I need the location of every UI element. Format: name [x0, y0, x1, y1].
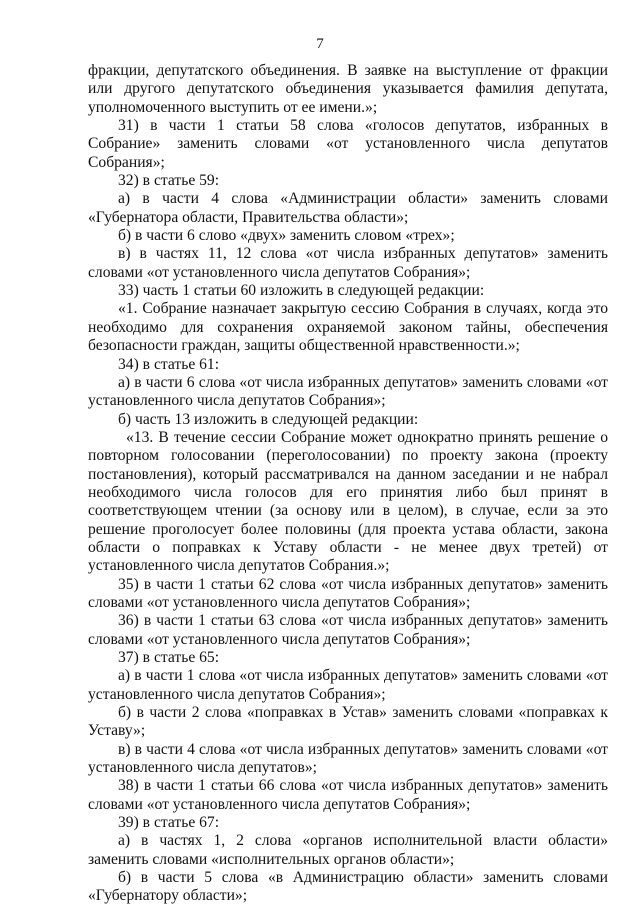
paragraph: 33) часть 1 статьи 60 изложить в следующей редакции: [118, 282, 485, 300]
paragraph: а) в части 4 слова «Администрации области» заменить словами «Губернатора области, Правительства области»; [88, 190, 608, 226]
paragraph: 38) в части 1 статьи 66 слова «от числа избранных депутатов» заменить словами «от установленного числа депутатов Собрания»; [88, 777, 608, 813]
paragraph: 36) в части 1 статьи 63 слова «от числа избранных депутатов» заменить словами «от установленного числа депутатов Собрания»; [88, 612, 608, 648]
paragraph: 35) в части 1 статьи 62 слова «от числа избранных депутатов» заменить словами «от установленного числа депутатов Собрания»; [88, 575, 608, 611]
paragraph: б) в части 2 слова «поправках в Устав» заменить словами «поправках к Уставу»; [88, 704, 608, 740]
paragraph: б) часть 13 изложить в следующей редакции: [118, 410, 419, 428]
page-number: 7 [316, 36, 324, 52]
paragraph: а) в части 1 слова «от числа избранных депутатов» заменить словами «от установленного числа депутатов Собрания»; [88, 667, 608, 703]
paragraph: а) в части 6 слова «от числа избранных депутатов» заменить словами «от установленного числа депутатов Собрания»; [88, 373, 608, 410]
paragraph: а) в частях 1, 2 слова «органов исполнительной власти области» заменить словами «исполнительных органов области»; [88, 832, 608, 868]
paragraph: фракции, депутатского объединения. В заявке на выступление от фракции или другого депутатского объединения указывается фамилия депутата, уполномоченного выступить от ее имени.»; [88, 62, 608, 116]
paragraph: б) в части 6 слово «двух» заменить словом «трех»; [118, 227, 455, 245]
paragraph: б) в части 5 слова «в Администрацию области» заменить словами «Губернатору области»; [88, 869, 608, 905]
paragraph: 32) в статье 59: [118, 172, 220, 190]
paragraph: 39) в статье 67: [118, 814, 220, 832]
document-body [88, 62, 608, 906]
paragraph: «1. Собрание назначает закрытую сессию Собрания в случаях, когда это необходимо для сохранения охраняемой законом тайны, обеспечения безопасности граждан, защиты общественной нравственности.»; [88, 300, 608, 355]
paragraph: 37) в статье 65: [118, 649, 220, 666]
paragraph: 34) в статье 61: [118, 355, 220, 373]
paragraph: 31) в части 1 статьи 58 слова «голосов депутатов, избранных в Собрание» заменить словами «от установленного числа депутатов Собрания»; [88, 117, 608, 171]
paragraph: в) в части 4 слова «от числа избранных депутатов» заменить словами «от установленного числа депутатов»; [88, 740, 608, 777]
paragraph: в) в частях 11, 12 слова «от числа избранных депутатов» заменить словами «от установленного числа депутатов Собрания»; [88, 245, 608, 281]
paragraph: «13. В течение сессии Собрание может однократно принять решение о повторном голосовании (переголосовании) по проекту закона (проекту постановления), который рассматривался на данном заседании и не набрал необходимого числа голосов для его принятия либо был принят в соответствующем чтении (за основу или в целом), в случае, если за это решение проголосует более половины (для проекта устава области, закона области о поправках к Уставу области - не менее двух третей) от установленного числа депутатов Собрания.»; [88, 428, 608, 575]
